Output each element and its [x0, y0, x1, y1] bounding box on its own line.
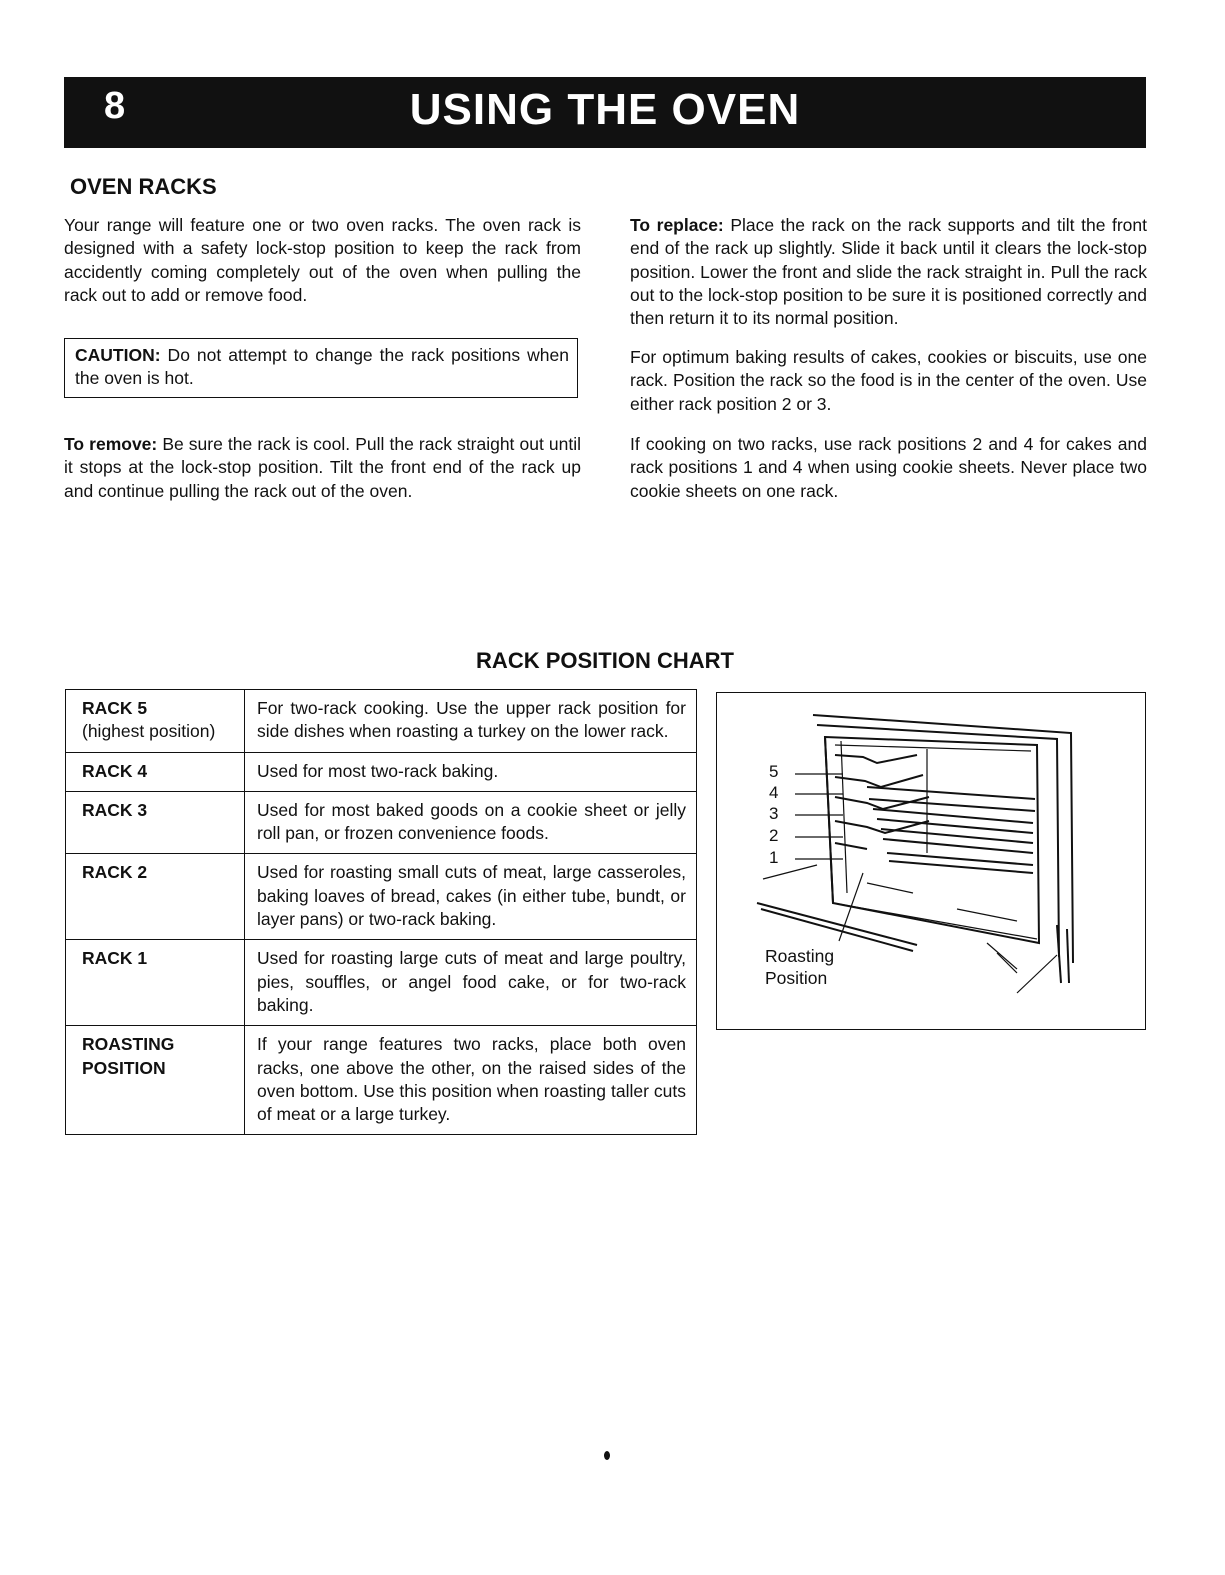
rack-label-cell: [66, 752, 245, 791]
rack-sub: POSITION: [82, 1057, 166, 1078]
caption-line: Position: [765, 968, 828, 988]
page-number: 8: [104, 85, 126, 127]
rack-number-label: 5: [769, 762, 779, 781]
rack-number-label: 1: [769, 848, 779, 867]
remove-label: To remove:: [64, 434, 158, 454]
table-row: [66, 940, 697, 1026]
rack-name: ROASTING: [82, 1034, 175, 1055]
rack-sub: (highest position): [82, 721, 216, 742]
page-dot: [604, 1451, 610, 1460]
rack-chart-title: RACK POSITION CHART: [476, 648, 734, 673]
remove-text: Be sure the rack is cool. Pull the rack straight out until it stops at the lock-stop position. Tilt the front end of the rack up and continue pulling the rack out of the oven.: [64, 434, 582, 501]
rack-description: If your range features two racks, place both oven racks, one above the other, on the raised sides of the oven bottom. Use this position when roasting taller cuts of meat or a large turkey.: [245, 1026, 697, 1135]
rack-description: Used for roasting large cuts of meat and large poultry, pies, souffles, or angel food cake, or for two-rack baking.: [245, 940, 697, 1026]
rack-name: RACK 4: [82, 760, 148, 781]
replace-text: Place the rack on the rack supports and tilt the front end of the rack up slightly. Slide it back until it clears the lock-stop position. Lower the front and slide the rack straight in. Pull the rack out to the lock-stop position to be sure it is positioned correctly and then return it to its normal position.: [630, 215, 1147, 329]
table-row: [66, 690, 697, 753]
rack-label-cell: [66, 854, 245, 940]
rack-description: Used for roasting small cuts of meat, large casseroles, baking loaves of bread, cakes (in either tube, bundt, or layer pans) or two-rack baking.: [245, 854, 697, 940]
rack-name: RACK 2: [82, 862, 148, 883]
rack-label-cell: [66, 1026, 245, 1135]
rack-name: RACK 1: [82, 948, 148, 969]
replace-paragraph: [630, 214, 1147, 330]
oven-racks-heading: OVEN RACKS: [70, 174, 217, 199]
caution-text: Do not attempt to change the rack positions when the oven is hot.: [75, 345, 569, 389]
rack-number-label: 2: [769, 826, 779, 845]
table-row: [66, 1026, 697, 1135]
replace-label: To replace:: [630, 215, 724, 235]
table-row: [66, 854, 697, 940]
rack-name: RACK 5: [82, 698, 148, 718]
section-title: USING THE OVEN: [409, 85, 801, 134]
rack-name: RACK 3: [82, 799, 148, 820]
rack-label-cell: [66, 791, 245, 854]
rack-description: For two-rack cooking. Use the upper rack position for side dishes when roasting a turkey on the lower rack.: [245, 690, 697, 753]
table-row: [66, 791, 697, 854]
diagram-caption: [765, 945, 834, 989]
optimum-paragraph: For optimum baking results of cakes, cookies or biscuits, use one rack. Position the rack so the food is in the center of the oven. Use either rack position 2 or 3.: [630, 347, 1147, 414]
intro-paragraph: Your range will feature one or two oven racks. The oven rack is designed with a safety lock-stop position to keep the rack from accidently coming completely out of the oven when pulling the rack out to add or remove food.: [64, 215, 581, 305]
table-row: [66, 752, 697, 791]
rack-description: Used for most two-rack baking.: [245, 752, 697, 791]
rack-label-cell: [66, 940, 245, 1026]
rack-position-table: [65, 689, 697, 1135]
remove-paragraph: [64, 433, 581, 503]
rack-number-label: 3: [769, 804, 779, 823]
caution-label: CAUTION:: [75, 345, 161, 365]
caption-line: Roasting: [765, 946, 835, 966]
caution-box: [64, 338, 578, 398]
oven-rack-diagram: [716, 692, 1146, 1030]
rack-number-label: 4: [769, 783, 779, 802]
two-racks-paragraph: If cooking on two racks, use rack positions 2 and 4 for cakes and rack positions 1 and 4 when using cookie sheets. Never place two cookie sheets on one rack.: [630, 434, 1147, 501]
rack-description: Used for most baked goods on a cookie sheet or jelly roll pan, or frozen convenience foods.: [245, 791, 697, 854]
rack-label-cell: [66, 690, 245, 753]
header-bar: [64, 77, 1146, 148]
